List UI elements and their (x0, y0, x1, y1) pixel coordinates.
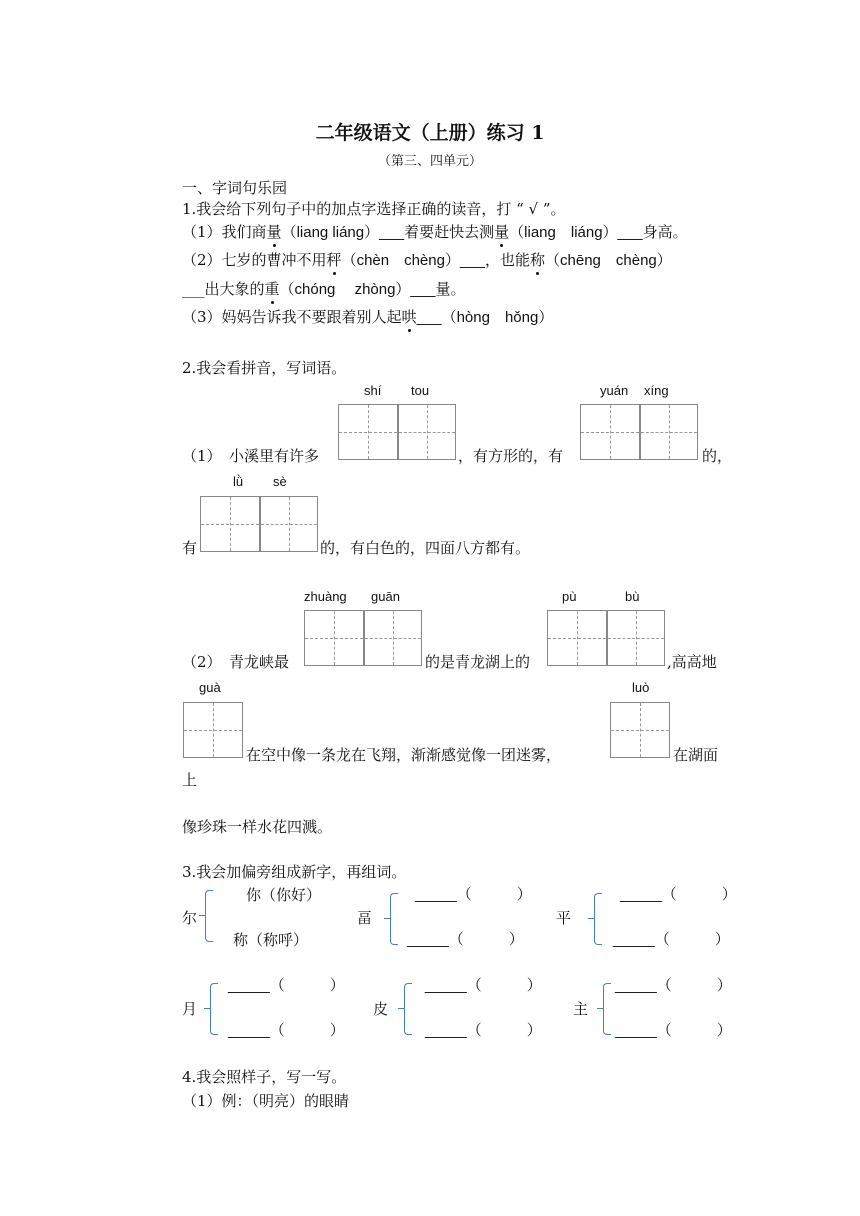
brace (390, 893, 398, 945)
q2-line-1a: （1） 小溪里有许多 (182, 447, 320, 465)
q2-line-3b: 的是青龙湖上的 (425, 653, 531, 671)
q4-heading: 4.我会照样子，写一写。 (182, 1068, 347, 1086)
blank-entry[interactable]: _____（ ） (613, 931, 730, 948)
radical-char: 月 (182, 1000, 198, 1018)
q1-sentence-1: （1）我们商量（liang liáng）___着要赶快去测量（liang liáng）___身高。 (182, 223, 688, 241)
writing-grid[interactable] (183, 702, 243, 758)
pinyin: lǜ (233, 474, 244, 489)
pinyin: sè (273, 474, 287, 489)
q4-example: （1）例：（明亮）的眼睛 (182, 1092, 350, 1110)
writing-grid[interactable] (338, 404, 456, 460)
radical-char: 尔 (182, 909, 198, 927)
q2-line-4b: 在湖面 (673, 746, 719, 764)
brace (404, 983, 412, 1035)
blank-entry[interactable]: _____（ ） (620, 886, 737, 903)
q2-line-4c: 上 (182, 771, 198, 789)
q1-sentence-3: （3）妈妈告诉我不要跟着别人起哄___（hòng hǒng） (182, 308, 554, 326)
word-entry: 你（你好） (246, 886, 322, 904)
pinyin: luò (632, 680, 650, 695)
pinyin: xíng (644, 383, 669, 398)
pinyin: bù (625, 589, 640, 604)
brace (603, 983, 611, 1035)
q2-line-5: 像珍珠一样水花四溅。 (182, 818, 333, 836)
q2-line-4a: 在空中像一条龙在飞翔，渐渐感觉像一团迷雾， (246, 746, 562, 764)
q1-sentence-2a: （2）七岁的曹冲不用秤（chèn chèng）___，也能称（chēng chèng） (182, 251, 672, 269)
writing-grid[interactable] (610, 702, 670, 758)
pinyin: shí (364, 383, 382, 398)
blank-entry[interactable]: _____（ ） (228, 977, 345, 994)
radical-char: 皮 (373, 1000, 389, 1018)
q2-line-2a: 有 (182, 539, 198, 557)
blank-entry[interactable]: _____（ ） (415, 886, 532, 903)
pinyin: tou (411, 383, 430, 398)
blank-entry[interactable]: _____（ ） (228, 1022, 345, 1039)
brace (205, 890, 213, 942)
writing-grid[interactable] (200, 496, 318, 552)
brace (210, 983, 218, 1035)
radical-char: 平 (556, 909, 572, 927)
q2-line-3a: （2） 青龙峡最 (182, 653, 290, 671)
q2-line-2b: 的，有白色的，四面八方都有。 (320, 539, 531, 557)
pinyin: zhuàng (304, 589, 347, 604)
q2-heading: 2.我会看拼音，写词语。 (182, 359, 347, 377)
section-heading: 一、字词句乐园 (182, 179, 288, 197)
radical-char: 主 (573, 1000, 589, 1018)
writing-grid[interactable] (304, 610, 422, 666)
q2-line-1c: 的， (702, 447, 733, 465)
q1-heading: 1.我会给下列句子中的加点字选择正确的读音，打 “ √ ”。 (182, 200, 566, 218)
blank-entry[interactable]: _____（ ） (407, 931, 524, 948)
q2-line-3c: ,高高地 (667, 653, 717, 671)
pinyin: yuán (600, 383, 629, 398)
word-entry: 称（称呼） (233, 931, 309, 949)
page-title: 二年级语文（上册）练习 1 (315, 122, 545, 144)
writing-grid[interactable] (580, 404, 698, 460)
q2-line-1b: ，有方形的，有 (458, 447, 564, 465)
brace (594, 893, 602, 945)
pinyin: guān (371, 589, 400, 604)
writing-grid[interactable] (547, 610, 665, 666)
q3-heading: 3.我会加偏旁组成新字，再组词。 (182, 863, 407, 881)
q1-sentence-2b: ___出大象的重（chóng zhòng）___量。 (182, 280, 466, 298)
blank-entry[interactable]: _____（ ） (425, 1022, 542, 1039)
radical-char: 畐 (357, 909, 373, 927)
page-subtitle: （第三、四单元） (377, 154, 482, 169)
blank-entry[interactable]: _____（ ） (615, 1022, 732, 1039)
blank-entry[interactable]: _____（ ） (615, 977, 732, 994)
pinyin: pù (562, 589, 577, 604)
pinyin: guà (199, 680, 221, 695)
blank-entry[interactable]: _____（ ） (425, 977, 542, 994)
